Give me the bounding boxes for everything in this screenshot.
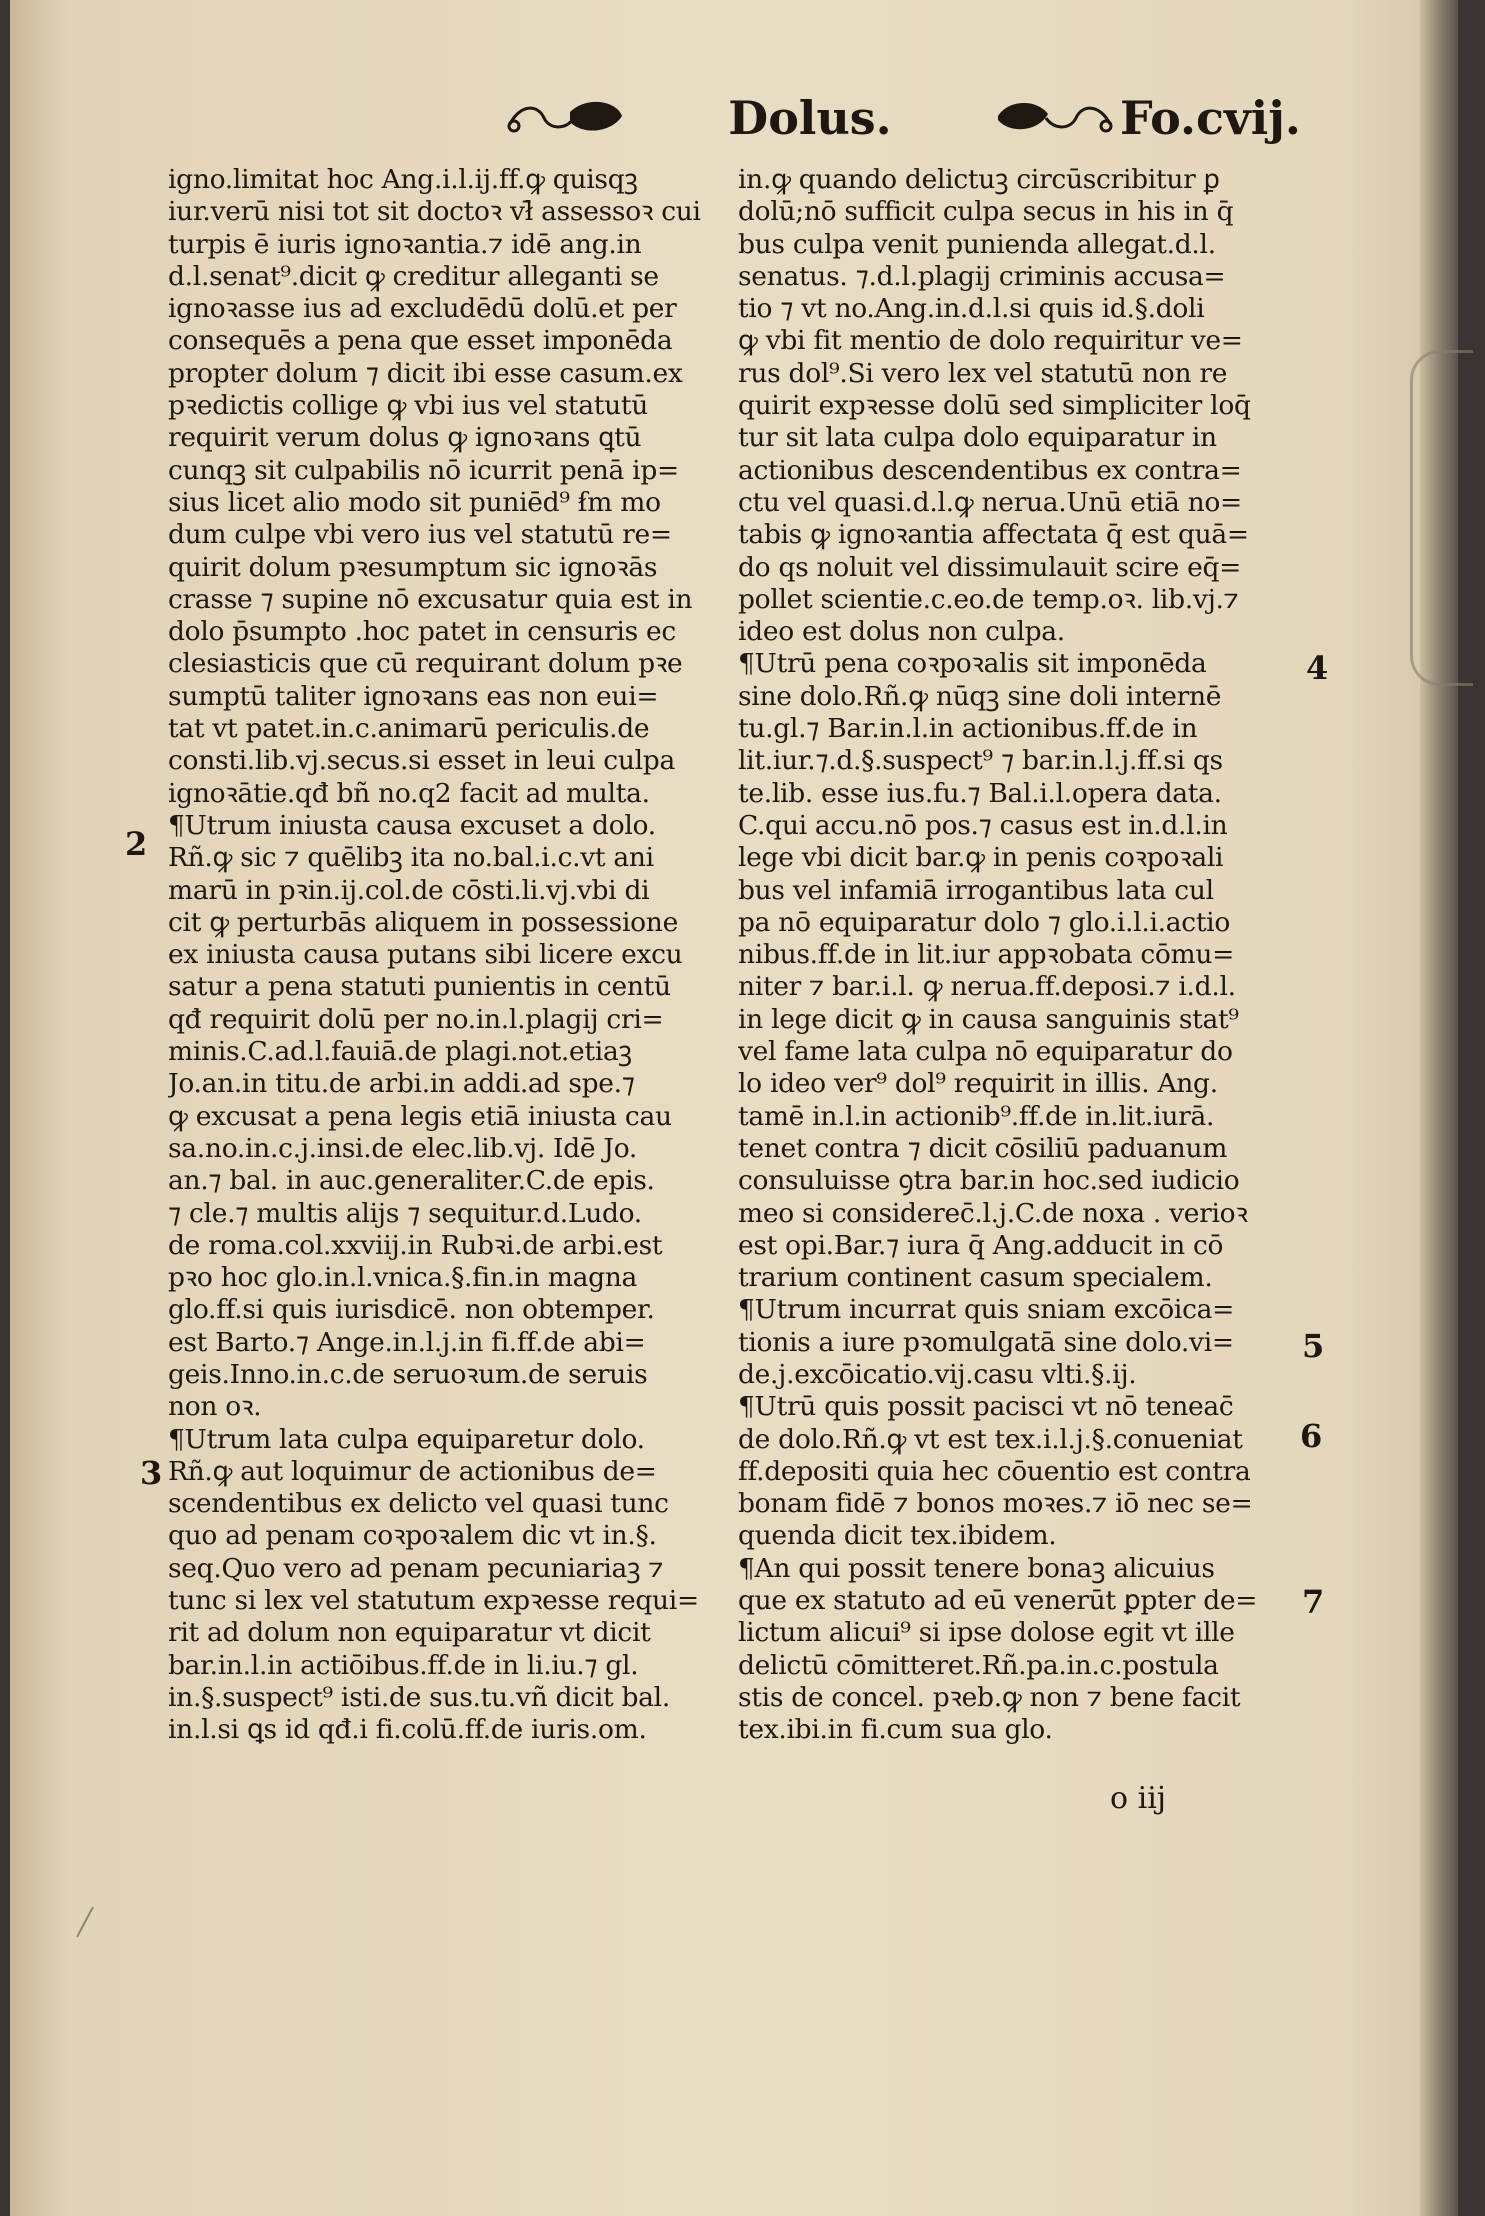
text-line: ¶Utrum lata culpa equiparetur dolo. [168,1423,645,1455]
text-column-right [738,164,1318,1747]
running-head [530,88,1090,148]
text-line: crasse ⁊ supine nō excusatur quia est in [168,583,693,615]
text-line: rus dol⁹.Si vero lex vel statutū non re [738,357,1228,389]
text-line: quenda dicit tex.ibidem. [738,1520,1057,1552]
text-line: bonam fidē ⁊ bonos moꝛes.⁊ iō nec se= [738,1488,1253,1520]
text-line: cit ꝙ perturbās aliquem in possessione [168,906,678,938]
text-line: trarium continent casum specialem. [738,1262,1213,1294]
text-line: bus culpa venit punienda allegat.d.l. [738,228,1216,260]
text-line: qđ requirit dolū per no.in.l.plagij cri= [168,1003,664,1035]
signature-mark: o iij [1110,1781,1167,1816]
text-line: d.l.senat⁹.dicit ꝙ creditur alleganti se [168,260,659,292]
text-line: ctu vel quasi.d.l.ꝙ nerua.Unū etiā no= [738,486,1242,518]
text-line: tionis a iure pꝛomulgatā sine dolo.vi= [738,1326,1234,1358]
text-line: consti.lib.vj.secus.si esset in leui culpa [168,745,675,777]
text-line: Rñ.ꝙ sic ⁊ quēlibꝫ ita no.bal.i.c.vt ani [168,842,654,874]
clasp-mark [1410,350,1473,686]
text-line: stis de concel. pꝛeb.ꝙ non ⁊ bene facit [738,1681,1241,1713]
text-line: tex.ibi.in fi.cum sua glo. [738,1714,1053,1746]
floral-ornament-right [990,88,1120,148]
text-line: cunqꝫ sit culpabilis nō icurrit penā ip= [168,454,679,486]
text-line: ¶Utrū pena coꝛpoꝛalis sit imponēda [738,648,1207,680]
page-title: Dolus. [728,91,892,145]
text-line: lictum alicui⁹ si ipse dolose egit vt ille [738,1617,1235,1649]
text-line: pꝛedictis collige ꝙ vbi ius vel statutū [168,390,648,422]
text-line: de dolo.Rñ.ꝙ vt est tex.i.l.j.§.conueniat [738,1423,1243,1455]
margin-number: 5 [1302,1327,1325,1365]
text-line: tio ⁊ vt no.Ang.in.d.l.si quis id.§.doli [738,293,1205,325]
text-line: tenet contra ⁊ dicit cōsiliū paduanum [738,1132,1228,1164]
text-line: sumptū taliter ignoꝛans eas non eui= [168,680,659,712]
text-line: turpis ē iuris ignoꝛantia.⁊ idē ang.in [168,228,642,260]
text-column-left [168,164,728,1747]
text-line: bus vel infamiā irrogantibus lata cul [738,874,1214,906]
text-line: sius licet alio modo sit puniēd⁹ ẜm mo [168,486,661,518]
text-line: ff.depositi quia hec cōuentio est contra [738,1455,1251,1487]
text-line: geis.Inno.in.c.de seruoꝛum.de seruis [168,1358,648,1390]
text-line: tamē in.l.in actionib⁹.ff.de in.lit.iurā. [738,1100,1215,1132]
text-line: pa nō equiparatur dolo ⁊ glo.i.l.i.actio [738,906,1230,938]
text-line: niter ⁊ bar.i.l. ꝙ nerua.ff.deposi.⁊ i.d.l. [738,971,1236,1003]
text-line: ignoꝛasse ius ad excludēdū dolū.et per [168,293,677,325]
page-edge-shadow [1420,0,1458,2216]
text-line: seq.Quo vero ad penam pecuniariaꝫ ⁊ [168,1552,664,1584]
text-line: Rñ.ꝙ aut loquimur de actionibus de= [168,1455,657,1487]
text-line: ignoꝛātie.qđ bñ no.q2 facit ad multa. [168,777,650,809]
text-line: quirit expꝛesse dolū sed simpliciter loq̄ [738,390,1251,422]
text-line: delictū cōmitteret.Rñ.pa.in.c.postula [738,1649,1219,1681]
text-line: in.l.si ꝗs id qđ.i fi.colū.ff.de iuris.om. [168,1714,647,1746]
text-line: ¶Utrū quis possit pacisci vt nō teneac̄ [738,1391,1234,1423]
text-line: tunc si lex vel statutum expꝛesse requi= [168,1585,699,1617]
text-line: que ex statuto ad eū venerūt ꝑpter de= [738,1585,1258,1617]
margin-number: 3 [140,1454,163,1492]
text-line: satur a pena statuti punientis in centū [168,971,671,1003]
margin-number: 4 [1306,649,1329,687]
text-line: consequēs a pena que esset imponēda [168,325,673,357]
margin-number: 7 [1302,1583,1325,1621]
text-line: meo si considerec̄.l.j.C.de noxa . verioꝛ [738,1197,1248,1229]
text-line: Jo.an.in titu.de arbi.in addi.ad spe.⁊ [168,1068,635,1100]
text-line: dolū;nō sufficit culpa secus in his in q̄ [738,196,1234,228]
text-line: vel fame lata culpa nō equiparatur do [738,1036,1233,1068]
text-line: dolo p̄sumpto .hoc patet in censuris ec [168,616,676,648]
text-line: bar.in.l.in actiōibus.ff.de in li.iu.⁊ gl. [168,1649,639,1681]
text-line: quo ad penam coꝛpoꝛalem dic vt in.§. [168,1520,657,1552]
text-line: propter dolum ⁊ dicit ibi esse casum.ex [168,357,683,389]
text-line: de roma.col.xxviij.in Rubꝛi.de arbi.est [168,1229,663,1261]
text-line: non oꝛ. [168,1391,262,1423]
text-line: in lege dicit ꝙ in causa sanguinis stat⁹ [738,1003,1239,1035]
text-line: requirit verum dolus ꝙ ignoꝛans ꝗtū [168,422,642,454]
text-line: in.ꝙ quando delictuꝫ circūscribitur ꝑ [738,164,1220,195]
text-line: lit.iur.⁊.d.§.suspect⁹ ⁊ bar.in.l.j.ff.si qs [738,745,1223,777]
folio-number: Fo.cvij. [1120,91,1301,145]
text-line: quirit dolum pꝛesumptum sic ignoꝛās [168,551,658,583]
text-line: glo.ff.si quis iurisdicē. non obtemper. [168,1294,655,1326]
text-line: rit ad dolum non equiparatur vt dicit [168,1617,651,1649]
text-line: sa.no.in.c.j.insi.de elec.lib.vj. Idē Jo. [168,1132,638,1164]
text-line: ¶An qui possit tenere bonaꝫ alicuius [738,1552,1215,1584]
text-line: scendentibus ex delicto vel quasi tunc [168,1488,669,1520]
text-line: actionibus descendentibus ex contra= [738,454,1242,486]
text-line: est opi.Bar.⁊ iura q̄ Ang.adducit in cō [738,1229,1224,1261]
text-line: do qs noluit vel dissimulauit scire eq̄= [738,551,1242,583]
text-line: ꝙ vbi fit mentio de dolo requiritur ve= [738,325,1243,357]
text-line: lo ideo ver⁹ dol⁹ requirit in illis. Ang. [738,1068,1218,1100]
text-line: sine dolo.Rñ.ꝙ nūqꝫ sine doli internē [738,680,1222,712]
text-line: ⁊ cle.⁊ multis alijs ⁊ sequitur.d.Ludo. [168,1197,642,1229]
text-line: ¶Utrum incurrat quis sniam excōica= [738,1294,1235,1326]
text-line: tur sit lata culpa dolo equiparatur in [738,422,1217,454]
text-line: ꝙ excusat a pena legis etiā iniusta cau [168,1100,672,1132]
text-line: ¶Utrum iniusta causa excuset a dolo. [168,809,656,841]
text-line: de.j.excōicatio.vij.casu vlti.§.ij. [738,1358,1137,1390]
text-line: te.lib. esse ius.fu.⁊ Bal.i.l.opera data. [738,777,1222,809]
text-line: lege vbi dicit bar.ꝙ in penis coꝛpoꝛali [738,842,1224,874]
text-line: tabis ꝙ ignoꝛantia affectata q̄ est quā= [738,519,1249,551]
text-line: senatus. ⁊.d.l.plagij criminis accusa= [738,260,1226,292]
text-line: consuluisse ꝯtra bar.in hoc.sed iudicio [738,1165,1240,1197]
text-line: C.qui accu.nō pos.⁊ casus est in.d.l.in [738,809,1228,841]
text-line: nibus.ff.de in lit.iur appꝛobata cōmu= [738,939,1235,971]
margin-number: 6 [1300,1417,1323,1455]
text-line: an.⁊ bal. in auc.generaliter.C.de epis. [168,1165,655,1197]
text-line: ex iniusta causa putans sibi licere excu [168,939,683,971]
text-line: marū in pꝛin.ij.col.de cōsti.li.vj.vbi di [168,874,650,906]
floral-ornament-left [500,88,630,148]
text-line: pꝛo hoc glo.in.l.vnica.§.fin.in magna [168,1262,638,1294]
margin-number: 2 [125,825,148,863]
book-page [10,0,1458,2216]
text-line: pollet scientie.c.eo.de temp.oꝛ. lib.vj.⁊ [738,583,1239,615]
text-line: ideo est dolus non culpa. [738,616,1065,648]
text-line: tu.gl.⁊ Bar.in.l.in actionibus.ff.de in [738,713,1198,745]
text-line: tat vt patet.in.c.animarū periculis.de [168,713,650,745]
ink-scratch [76,1907,94,1938]
text-line: iur.verū nisi tot sit doctoꝛ vł̄ assessoꝛ cui [168,196,701,228]
text-line: minis.C.ad.l.fauiā.de plagi.not.etiaꝫ [168,1036,632,1068]
text-line: clesiasticis que cū requirant dolum pꝛe [168,648,683,680]
text-line: in.§.suspect⁹ isti.de sus.tu.vñ dicit bal. [168,1681,670,1713]
text-line: dum culpe vbi vero ius vel statutū re= [168,519,672,551]
text-line: est Barto.⁊ Ange.in.l.j.in fi.ff.de abi= [168,1326,646,1358]
text-line: igno.limitat hoc Ang.i.l.ij.ff.ꝙ quisqꝫ [168,164,638,195]
